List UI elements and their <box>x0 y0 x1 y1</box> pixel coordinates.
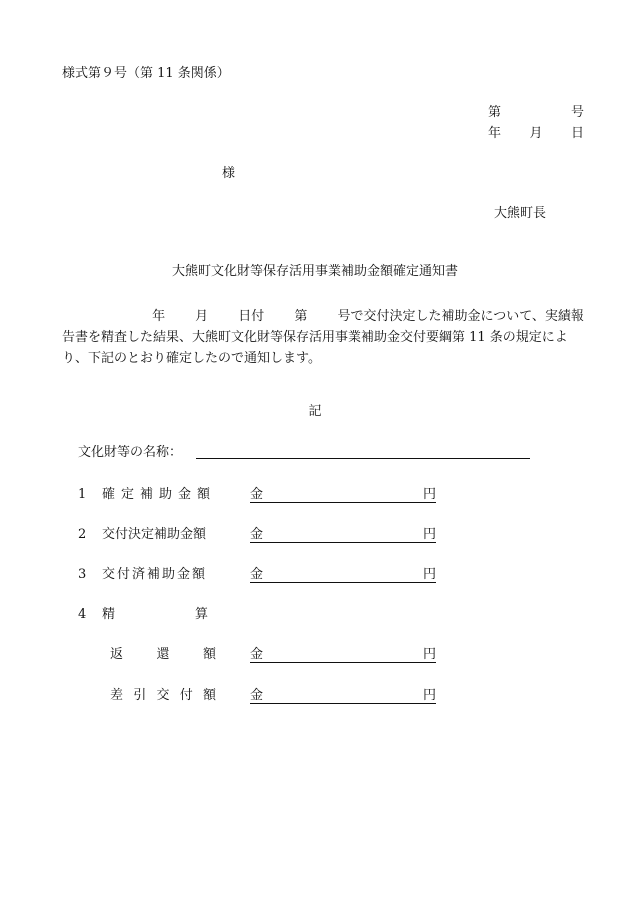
settlement-char-2: 算 <box>194 607 208 622</box>
document-title: 大熊町文化財等保存活用事業補助金額確定通知書 <box>171 264 458 279</box>
body-line-2: 告書を精査した結果、大熊町文化財等保存活用事業補助金交付要綱第 11 条の規定によ <box>62 330 568 345</box>
amount-suffix: 円 <box>422 527 436 542</box>
amount-prefix: 金 <box>250 688 264 703</box>
issuer-name: 大熊町長 <box>494 206 547 221</box>
property-name-line <box>196 458 530 459</box>
sub-label-char: 差 <box>110 688 124 703</box>
amount-field-decided <box>250 527 436 543</box>
date-month: 月 <box>529 126 543 141</box>
sub-label-char: 付 <box>179 688 193 703</box>
sub-label-char: 額 <box>202 647 216 662</box>
addressee-honorific: 様 <box>222 166 236 181</box>
amount-suffix: 円 <box>422 647 436 662</box>
amount-suffix: 円 <box>422 487 436 502</box>
sub-label-char: 額 <box>202 688 216 703</box>
form-number-label: 様式第９号（第 11 条関係） <box>62 66 230 81</box>
amount-suffix: 円 <box>422 567 436 582</box>
settlement-char-1: 精 <box>102 607 116 622</box>
item-label-confirmed-amount <box>102 487 217 503</box>
amount-field-confirmed <box>250 487 436 503</box>
body-line-3: り、下記のとおり確定したので通知します。 <box>62 351 321 366</box>
amount-prefix: 金 <box>250 647 264 662</box>
body-month: 月 <box>195 309 209 324</box>
date-day: 日 <box>570 126 584 141</box>
number-prefix: 第 <box>488 105 502 120</box>
amount-field-refund <box>250 647 436 663</box>
document-date <box>488 126 584 142</box>
body-no: 第 <box>294 309 308 324</box>
sub-label-char: 還 <box>156 647 170 662</box>
item-label-text: 交付済補助金額 <box>102 567 208 582</box>
property-name-label: 文化財等の名称： <box>78 445 183 460</box>
number-suffix: 号 <box>570 105 584 120</box>
body-paragraph <box>62 306 584 369</box>
amount-prefix: 金 <box>250 527 264 542</box>
item-label-paid-amount <box>102 567 212 583</box>
item-number: 2 <box>78 527 87 542</box>
document-number <box>488 105 584 121</box>
amount-field-paid <box>250 567 436 583</box>
item-label-text: 交付決定補助金額 <box>102 527 207 542</box>
body-day: 日付 <box>238 309 265 324</box>
item-number: 1 <box>78 487 87 502</box>
item-label-settlement <box>102 607 208 623</box>
date-year: 年 <box>488 126 502 141</box>
amount-field-net-grant <box>250 688 436 704</box>
body-year: 年 <box>152 309 166 324</box>
body-line-1 <box>62 306 584 327</box>
body-line-1-rest: 号で交付決定した補助金について、実績報 <box>337 309 584 324</box>
amount-prefix: 金 <box>250 487 264 502</box>
item-label-text: 確定補助金額 <box>102 487 217 502</box>
sub-label-char: 引 <box>133 688 147 703</box>
sub-label-char: 交 <box>156 688 170 703</box>
sub-label-refund <box>110 647 216 663</box>
item-number: 3 <box>78 567 87 582</box>
item-number: 4 <box>78 607 87 622</box>
ki-heading: 記 <box>308 404 322 419</box>
item-label-decided-amount <box>102 527 212 543</box>
sub-label-char: 返 <box>110 647 124 662</box>
amount-suffix: 円 <box>422 688 436 703</box>
amount-prefix: 金 <box>250 567 264 582</box>
sub-label-net-grant <box>110 688 216 704</box>
